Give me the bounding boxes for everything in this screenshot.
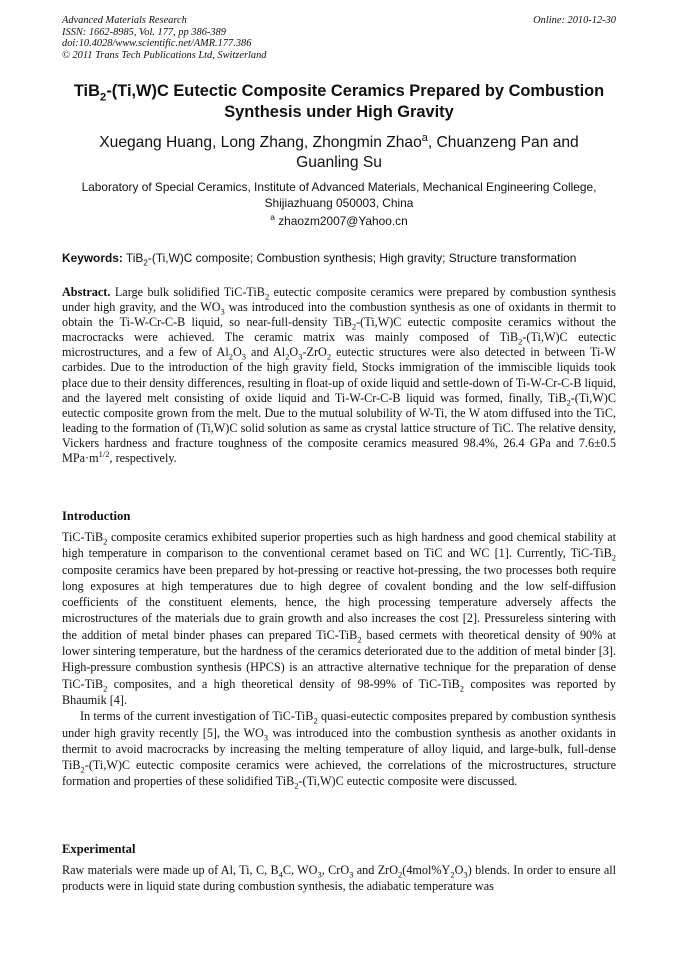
subscript: 2 bbox=[228, 351, 233, 362]
abstract-text: -ZrO bbox=[302, 345, 327, 360]
subscript: 2 bbox=[326, 351, 332, 362]
subscript: 4 bbox=[278, 869, 283, 880]
abstract-text: -(Ti,W)C eutectic composite ceramics without the macrocracks were achieved. The ceramic matrix was mainly composed of TiB bbox=[62, 315, 617, 345]
body-text: -(Ti,W)C eutectic composite ceramics were achieved, the correlations of the microstructures, structure formation and properties of these solidified TiB bbox=[62, 758, 616, 789]
title-text: TiB bbox=[73, 82, 100, 100]
keywords-label: Keywords: bbox=[62, 251, 123, 265]
body-text: composite ceramics exhibited superior properties such as high hardness and good chemical stability at high temperature in comparison to the conventional ceramet based on TiC and WC [1]. Currently, TiC-TiB bbox=[62, 530, 616, 561]
body-text: O bbox=[454, 863, 464, 877]
subscript: 2 bbox=[518, 336, 523, 347]
keywords-text: TiB bbox=[122, 251, 144, 265]
journal-doi: doi:10.4028/www.scientific.net/AMR.177.386 bbox=[62, 38, 252, 50]
author-superscript: a bbox=[421, 131, 428, 144]
abstract-label: Abstract. bbox=[62, 285, 111, 299]
subscript: 2 bbox=[294, 780, 299, 791]
subscript: 2 bbox=[450, 869, 455, 880]
subscript: 2 bbox=[103, 683, 108, 694]
body-text: Raw materials were made up of Al, Ti, C, B bbox=[62, 863, 279, 877]
paper-title bbox=[62, 81, 616, 123]
body-text: (4mol%Y bbox=[402, 863, 451, 877]
keywords-subscript: 2 bbox=[143, 257, 148, 268]
body-text: composites was reported by Bhaumik [4]. bbox=[62, 676, 616, 707]
author-text: , Chuanzeng Pan and bbox=[427, 134, 579, 151]
introduction-body bbox=[62, 529, 616, 790]
subscript: 2 bbox=[566, 397, 571, 408]
title-text: -(Ti,W)C Eutectic Composite Ceramics Prepared by Combustion bbox=[106, 82, 605, 100]
subscript: 2 bbox=[357, 634, 362, 645]
journal-header bbox=[62, 15, 266, 61]
author-list bbox=[62, 133, 616, 173]
abstract-text: O bbox=[232, 345, 242, 360]
subscript: 3 bbox=[263, 732, 269, 742]
author-text: Xuegang Huang, Long Zhang, Zhongmin Zhao bbox=[99, 134, 422, 151]
journal-issn: ISSN: 1662-8985, Vol. 177, pp 386-389 bbox=[62, 26, 226, 38]
title-text: Synthesis under High Gravity bbox=[224, 103, 454, 121]
body-text: C, WO bbox=[282, 863, 318, 877]
body-text: based cermets with theoretical density of 90% at lower sintering temperature, but the hardness of the ceramics deteriorated due to the addition of metal binder [3]. High-pressure combustion synthesis (HPCS) is an attractive alternative technique for the preparation of dense TiC-TiB bbox=[62, 627, 616, 691]
journal-copyright: © 2011 Trans Tech Publications Ltd, Switzerland bbox=[62, 49, 267, 61]
body-text: -(Ti,W)C eutectic composite were discussed. bbox=[298, 774, 518, 789]
abstract-text: Large bulk solidified TiC-TiB bbox=[110, 285, 265, 299]
subscript: 3 bbox=[349, 869, 354, 880]
abstract-text: was introduced into the combustion synthesis as one of oxidants in thermit to obtain the Ti-W-Cr-C-B liquid, so near-full-density TiB bbox=[62, 300, 616, 330]
keywords-text: -(Ti,W)C composite; Combustion synthesis; High gravity; Structure transformation bbox=[147, 251, 577, 265]
body-text: composites, and a high theoretical density of 98-99% of TiC-TiB bbox=[107, 676, 460, 691]
body-text: , CrO bbox=[321, 863, 350, 877]
subscript: 2 bbox=[351, 321, 357, 332]
paragraph bbox=[62, 862, 616, 895]
affiliation bbox=[62, 179, 616, 211]
keywords bbox=[62, 250, 616, 266]
email-superscript: a bbox=[270, 212, 275, 223]
body-text: TiC-TiB bbox=[62, 530, 104, 544]
abstract-text: -(Ti,W)C eutectic composite grown from the melt. Due to the mutual solubility of W-Ti, the W atom diffused into the TiC, leading to the formation of (Ti,W)C solid solution as same as crystal lattice structure of TiC. The relative density, Vickers hardness and fracture toughness of the composite ceramics measured 98.4%, 26.4 GPa and 7.6±0.5 MPa·m bbox=[62, 390, 616, 466]
subscript: 2 bbox=[459, 683, 465, 694]
experimental-body bbox=[62, 862, 616, 895]
title-subscript: 2 bbox=[99, 91, 107, 104]
online-date: Online: 2010-12-30 bbox=[533, 15, 616, 26]
subscript: 2 bbox=[285, 351, 290, 362]
subscript: 2 bbox=[313, 715, 318, 726]
abstract-text: , respectively. bbox=[109, 451, 177, 466]
author-text: Guanling Su bbox=[296, 154, 382, 171]
affiliation-line: Laboratory of Special Ceramics, Institute of Advanced Materials, Mechanical Engineering College, bbox=[81, 180, 597, 194]
body-text: quasi-eutectic composites prepared by combustion synthesis under high gravity recently [5], the WO bbox=[62, 709, 616, 740]
subscript: 3 bbox=[317, 869, 322, 880]
subscript: 3 bbox=[298, 351, 303, 362]
abstract-text: O bbox=[289, 345, 299, 360]
email-address[interactable]: zhaozm2007@Yahoo.cn bbox=[274, 214, 408, 228]
superscript: 1/2 bbox=[98, 448, 110, 459]
subscript: 2 bbox=[264, 291, 270, 302]
paragraph bbox=[62, 708, 616, 789]
body-text: composite ceramics have been prepared by hot-pressing or reactive hot-pressing, the two processes both require long exposures at high temperatures due to high degree of covalent bonding and the low self-diffusion coefficients of the constituent elements, hence, the high processing temperature adversely affects the microstructures of the materials due to grain growth and also increases the cost [2]. Pressureless sintering with the addition of metal binder phases can prepared TiC-TiB bbox=[62, 562, 616, 642]
subscript: 3 bbox=[463, 869, 468, 880]
abstract-text: and Al bbox=[246, 345, 286, 360]
paragraph bbox=[62, 529, 616, 708]
affiliation-line: Shijiazhuang 050003, China bbox=[264, 196, 414, 210]
body-text: In terms of the current investigation of TiC-TiB bbox=[80, 709, 314, 724]
subscript: 2 bbox=[80, 764, 85, 775]
body-text: and ZrO bbox=[353, 863, 398, 877]
author-email bbox=[62, 213, 616, 229]
journal-name: Advanced Materials Research bbox=[62, 15, 187, 26]
subscript: 3 bbox=[220, 306, 225, 317]
abstract-text: eutectic structures were also detected in between Ti-W carbides. Due to the introduction of the high gravity field, Stocks immigration of the immiscible liquids took place due to their density differences, resulting in float-up of oxide liquid and settle-down of Ti-W-Cr-C-B liquid, and the layered melt consisting of oxide liquid and Ti-W-Cr-C-B liquid was formed, finally, TiB bbox=[62, 345, 616, 405]
subscript: 3 bbox=[241, 351, 247, 362]
body-text: ) blends. In order to ensure all products were in liquid state during combustion synthesis, the adiabatic temperature was bbox=[62, 863, 617, 894]
abstract-text: eutectic composite ceramics were prepared by combustion synthesis under high gravity, and the WO bbox=[62, 285, 616, 315]
experimental-heading: Experimental bbox=[62, 842, 136, 856]
abstract-text: -(Ti,W)C eutectic microstructures, and a few of Al bbox=[62, 330, 616, 360]
introduction-heading: Introduction bbox=[62, 509, 131, 523]
subscript: 2 bbox=[103, 536, 108, 547]
subscript: 2 bbox=[398, 869, 403, 880]
body-text: was introduced into the combustion synthesis as another oxidants in thermit to avoid macrocracks by increasing the melting temperature of alloy liquid, and large-bulk, full-dense TiB bbox=[62, 725, 616, 773]
abstract bbox=[62, 285, 616, 466]
subscript: 2 bbox=[611, 552, 616, 563]
